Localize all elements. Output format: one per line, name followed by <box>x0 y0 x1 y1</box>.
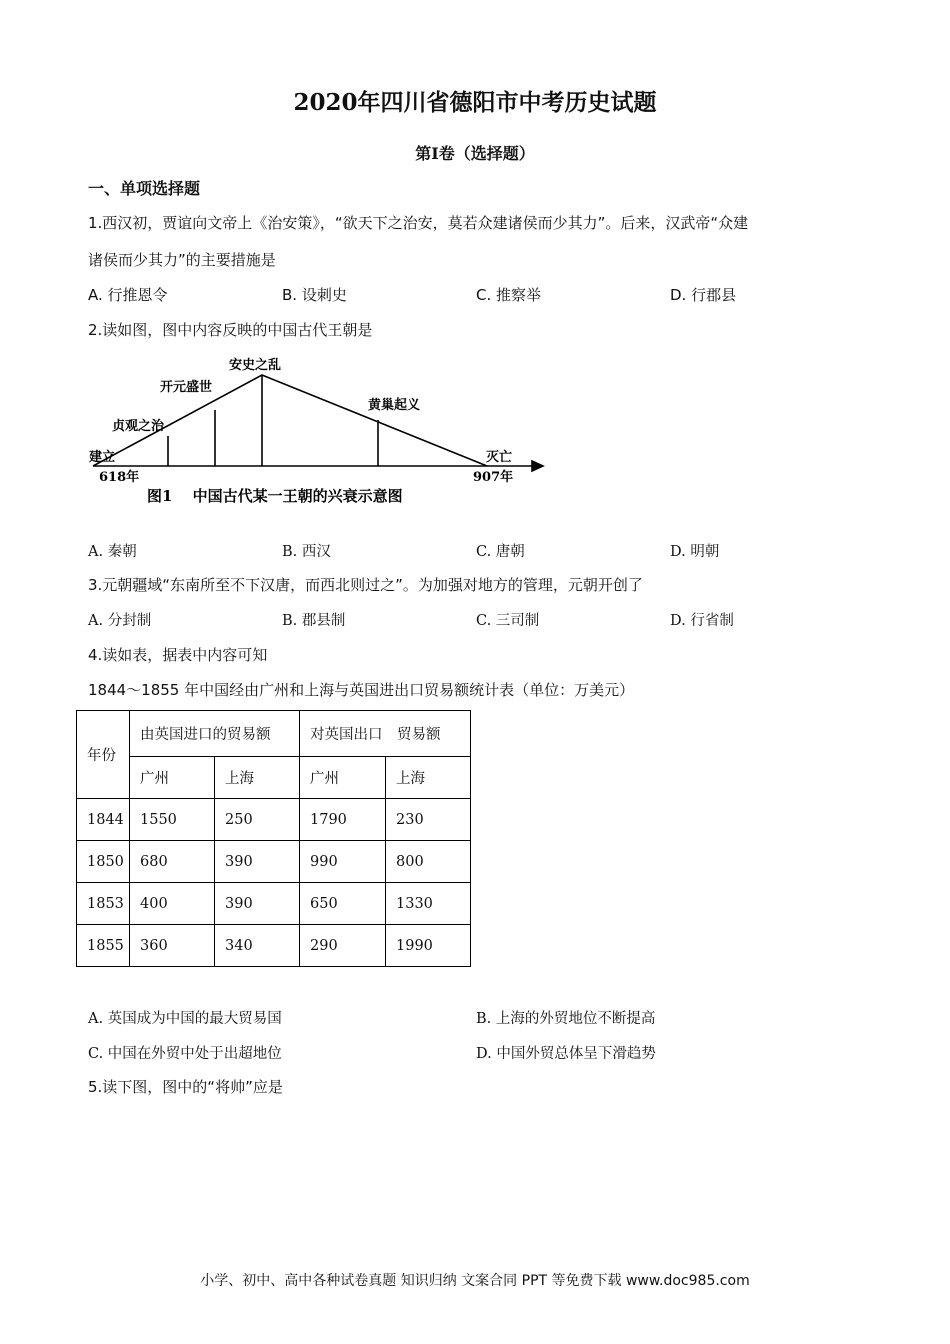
cell-import-shanghai: 250 <box>215 799 300 841</box>
table-row <box>77 925 471 967</box>
cell-export-shanghai: 230 <box>386 799 471 841</box>
cell-import-guangzhou: 400 <box>130 883 215 925</box>
label-fall: 灭亡 <box>486 450 513 465</box>
cell-import-guangzhou: 680 <box>130 841 215 883</box>
question-4-text: 4.读如表，据表中内容可知 <box>88 646 268 664</box>
cell-export-guangzhou: 290 <box>300 925 386 967</box>
question-4-option-d: D. 中国外贸总体呈下滑趋势 <box>476 1046 656 1062</box>
dynasty-rise-fall-figure <box>85 350 555 520</box>
section-heading: 一、单项选择题 <box>88 179 201 198</box>
table-row <box>77 883 471 925</box>
header-import-shanghai: 上海 <box>215 757 300 799</box>
question-2-option-b: B. 西汉 <box>282 544 331 560</box>
label-year-start: 618年 <box>99 470 140 485</box>
question-4-option-b: B. 上海的外贸地位不断提高 <box>476 1011 656 1027</box>
question-5-text: 5.读下图，图中的“将帅”应是 <box>88 1078 283 1096</box>
question-4-option-c: C. 中国在外贸中处于出超地位 <box>88 1046 282 1062</box>
label-anshi: 安史之乱 <box>229 358 282 373</box>
cell-export-shanghai: 1990 <box>386 925 471 967</box>
question-2-text: 2.读如图，图中内容反映的中国古代王朝是 <box>88 321 373 339</box>
cell-import-shanghai: 340 <box>215 925 300 967</box>
cell-year: 1853 <box>77 883 130 925</box>
question-1-option-c: C. 推察举 <box>476 286 542 304</box>
table-title: 1844～1855 年中国经由广州和上海与英国进出口贸易额统计表（单位：万美元） <box>88 681 635 699</box>
question-1-option-a: A. 行推恩令 <box>88 286 168 304</box>
question-1-line-1: 1.西汉初，贾谊向文帝上《治安策》，“欲天下之治安，莫若众建诸侯而少其力”。后来，汉武帝“众建 <box>88 214 749 232</box>
trade-table <box>76 710 471 967</box>
cell-year: 1855 <box>77 925 130 967</box>
header-year: 年份 <box>77 711 130 799</box>
cell-year: 1844 <box>77 799 130 841</box>
label-year-end: 907年 <box>473 470 514 485</box>
cell-export-shanghai: 1330 <box>386 883 471 925</box>
question-4-option-a: A. 英国成为中国的最大贸易国 <box>88 1011 282 1027</box>
volume-subtitle: 第Ⅰ卷（选择题） <box>415 144 535 163</box>
figure-caption: 图1 中国古代某一王朝的兴衰示意图 <box>147 487 403 505</box>
label-huangchao: 黄巢起义 <box>368 398 421 413</box>
question-3-option-a: A. 分封制 <box>88 613 152 629</box>
question-2-option-d: D. 明朝 <box>670 544 720 560</box>
cell-year: 1850 <box>77 841 130 883</box>
table-row <box>77 841 471 883</box>
question-2-option-a: A. 秦朝 <box>88 544 137 560</box>
question-1-option-b: B. 设刺史 <box>282 286 347 304</box>
cell-export-shanghai: 800 <box>386 841 471 883</box>
question-3-option-b: B. 郡县制 <box>282 613 346 629</box>
header-export: 对英国出口 贸易额 <box>300 711 471 757</box>
question-1-line-2: 诸侯而少其力”的主要措施是 <box>88 251 276 269</box>
page-footer: 小学、初中、高中各种试卷真题 知识归纳 文案合同 PPT 等免费下载 www.doc985.com <box>200 1273 750 1289</box>
question-3-text: 3.元朝疆域“东南所至不下汉唐，而西北则过之”。为加强对地方的管理，元朝开创了 <box>88 576 643 594</box>
header-import: 由英国进口的贸易额 <box>130 711 300 757</box>
header-export-guangzhou: 广州 <box>300 757 386 799</box>
cell-import-shanghai: 390 <box>215 841 300 883</box>
label-found: 建立 <box>89 450 116 465</box>
cell-export-guangzhou: 650 <box>300 883 386 925</box>
label-zhenguan: 贞观之治 <box>112 419 165 434</box>
cell-import-guangzhou: 1550 <box>130 799 215 841</box>
timeline-arrowhead <box>532 461 543 471</box>
question-2-option-c: C. 唐朝 <box>476 544 525 560</box>
cell-import-shanghai: 390 <box>215 883 300 925</box>
header-export-shanghai: 上海 <box>386 757 471 799</box>
cell-export-guangzhou: 1790 <box>300 799 386 841</box>
label-kaiyuan: 开元盛世 <box>160 380 213 395</box>
question-1-option-d: D. 行郡县 <box>670 286 737 304</box>
header-import-guangzhou: 广州 <box>130 757 215 799</box>
page-title: 2020年四川省德阳市中考历史试题 <box>293 89 657 116</box>
cell-import-guangzhou: 360 <box>130 925 215 967</box>
table-row <box>77 799 471 841</box>
question-3-option-d: D. 行省制 <box>670 613 734 629</box>
cell-export-guangzhou: 990 <box>300 841 386 883</box>
question-3-option-c: C. 三司制 <box>476 613 540 629</box>
